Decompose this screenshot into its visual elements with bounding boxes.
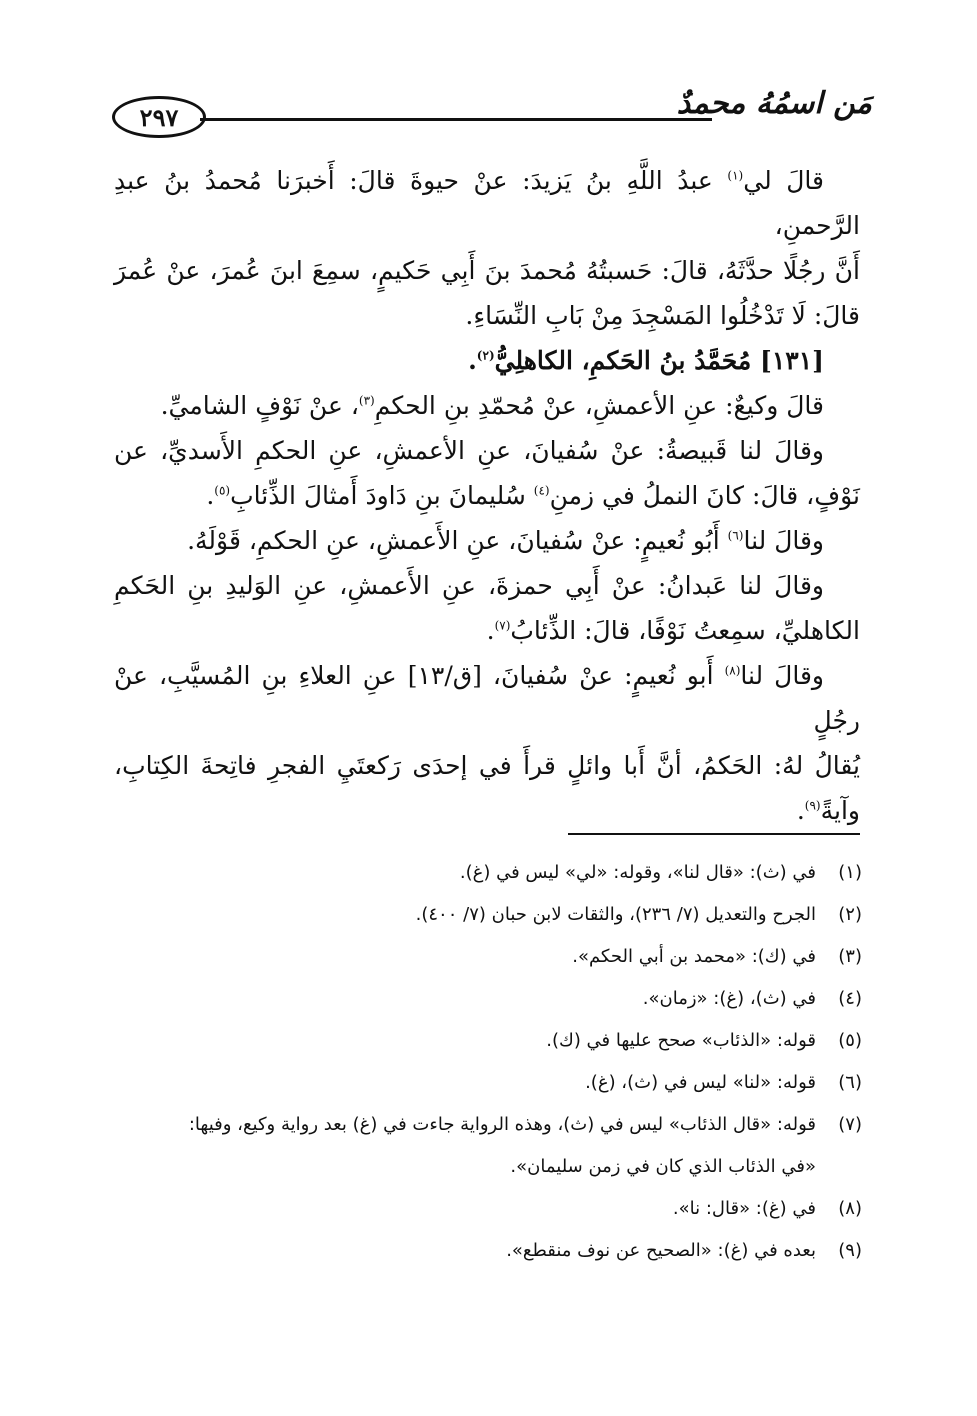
footnote-number: (٨) <box>838 1198 862 1219</box>
footnote-item <box>114 936 862 978</box>
running-title: مَن اسمُهُ محمدٌ <box>676 86 872 121</box>
paragraph-3-line-1: وقالَ لنا قَبيصةُ: عنْ سُفيانَ، عنِ الأعمشِ، عنِ الحكمِ الأَسديِّ، عن <box>114 436 824 465</box>
paragraph-5-line-1: وقالَ لنا عَبدانُ: عنْ أَبِي حمزةَ، عنِ الأَعمشِ، عنِ الوَليدِ بنِ الحَكمِ <box>114 571 824 600</box>
footnote-marker[interactable]: (٢) <box>476 348 495 363</box>
main-text <box>114 158 860 833</box>
text-run: الكاهليِّ، سمِعتُ نَوْفًا، قالَ: الذِّئابُ <box>510 616 860 645</box>
footnote-item <box>114 1188 862 1230</box>
footnote-item <box>114 978 862 1020</box>
text-run: وقالَ لنا <box>743 526 824 555</box>
text-run: قالَ لي <box>743 166 824 195</box>
text-run: يُقالُ لهُ: الحَكمُ، أنَّ أَبا وائلٍ قرأَ في إحدَى رَكعتَيِ الفجرِ فاتِحةَ الكِتابِ، وآيةً <box>114 751 860 825</box>
footnote-number: (١) <box>838 862 862 883</box>
footnote-number: (٣) <box>838 946 862 967</box>
heading-text: [١٣١] مُحَمَّدُ بنُ الحَكمِ، الكاهلِيُّ <box>494 346 824 375</box>
footnote-number: (٧) <box>838 1114 862 1135</box>
paragraph-6-line-1 <box>114 653 860 743</box>
footnote-number: (٤) <box>838 988 862 1009</box>
page-number: ٢٩٧ <box>112 96 206 138</box>
footnote-item <box>114 1230 862 1272</box>
footnote-marker[interactable]: (٤) <box>533 483 550 498</box>
text-run: أَبُو نُعيمٍ: عنْ سُفيانَ، عنِ الأَعمشِ، عنِ الحكمِ، قَوْلَهُ. <box>187 526 728 555</box>
footnote-number: (٩) <box>838 1240 862 1261</box>
footnote-marker[interactable]: (٦) <box>727 528 744 543</box>
footnote-text: في (ك): «محمد بن أبي الحكم». <box>572 946 816 967</box>
footnote-text: قوله: «قال الذئاب» ليس في (ث)، وهذه الرواية جاءت في (غ) بعد رواية وكيع، وفيها: <box>188 1114 816 1135</box>
footnote-item <box>114 1020 862 1062</box>
paragraph-6-line-2 <box>114 743 860 833</box>
footnote-number: (٦) <box>838 1072 862 1093</box>
footnote-text: الجرح والتعديل (٧/ ٢٣٦)، والثقات لابن حبان (٧/ ٤٠٠). <box>415 904 816 925</box>
footnote-item <box>114 894 862 936</box>
entry-heading <box>114 338 860 383</box>
footnote-marker[interactable]: (٣) <box>358 393 375 408</box>
footnote-text: في (ث): «قال لنا»، وقوله: «لي» ليس في (غ). <box>459 862 816 883</box>
footnote-continuation: «في الذئاب الذي كان في زمن سليمان». <box>510 1156 816 1177</box>
footnote-text: في (غ): «قال: نا». <box>672 1198 816 1219</box>
text-run: وقالَ لنا <box>740 661 824 690</box>
text-run: أَبو نُعيمٍ: عنْ سُفيانَ، [ق/١٣] عنِ العلاءِ بنِ المُسيَّبِ، عنْ رجُلٍ <box>114 661 860 735</box>
footnote-marker[interactable]: (٩) <box>804 798 821 813</box>
page-header <box>112 78 872 158</box>
text-run: نَوْفٍ، قالَ: كانَ النملُ في زمنِ <box>549 481 860 510</box>
text-run: قالَ وكيعٌ: عنِ الأعمشِ، عنْ مُحمّدِ بنِ الحكمِ <box>374 391 824 420</box>
text-run: عبدُ اللَّهِ بنُ يَزيدَ: عنْ حيوةَ قالَ: أَخبرَنا مُحمدُ بنُ عبدِ الرَّحمنِ، <box>114 166 860 240</box>
text-run: . <box>468 346 477 375</box>
footnote-text: قوله: «الذئاب» صحح عليها في (ك). <box>546 1030 816 1051</box>
footnote-separator <box>568 833 860 835</box>
text-run: . <box>796 796 805 825</box>
text-run: سُليمانَ بنِ دَاودَ أَمثالَ الذِّئابِ <box>230 481 534 510</box>
header-rule <box>200 118 712 121</box>
footnote-marker[interactable]: (١) <box>727 168 744 183</box>
footnote-item <box>114 1104 862 1146</box>
footnote-marker[interactable]: (٨) <box>724 663 741 678</box>
paragraph-1-line-1 <box>114 158 860 248</box>
paragraph-3-line-2 <box>114 473 860 518</box>
footnote-item <box>114 1062 862 1104</box>
footnote-number: (٢) <box>838 904 862 925</box>
footnote-marker[interactable]: (٥) <box>214 483 231 498</box>
footnote-marker[interactable]: (٧) <box>494 618 511 633</box>
paragraph-5-line-2 <box>114 608 860 653</box>
paragraph-1-line-2: أَنَّ رجُلًا حدَّثَهُ، قالَ: حَسبتُهُ مُحمدَ بنَ أَبِي حَكيمٍ، سمِعَ ابنَ عُمرَ، عنْ عُمرَ <box>114 256 860 285</box>
footnote-text: قوله: «لنا» ليس في (ث)، (غ). <box>585 1072 816 1093</box>
text-run: . <box>486 616 495 645</box>
footnote-number: (٥) <box>838 1030 862 1051</box>
text-run: ، عنْ نَوْفٍ الشاميِّ. <box>160 391 359 420</box>
footnote-text: في (ث)، (غ): «زمان». <box>642 988 816 1009</box>
paragraph-2 <box>114 383 860 428</box>
paragraph-4 <box>114 518 860 563</box>
footnotes <box>114 852 862 1272</box>
footnote-item <box>114 852 862 894</box>
footnote-text: بعده في (غ): «الصحيح عن نوف منقطع». <box>506 1240 816 1261</box>
text-run: . <box>206 481 215 510</box>
paragraph-1-line-3: قالَ: لَا تَدْخُلُوا المَسْجِدَ مِنْ بَابِ النِّسَاءِ. <box>465 301 860 330</box>
